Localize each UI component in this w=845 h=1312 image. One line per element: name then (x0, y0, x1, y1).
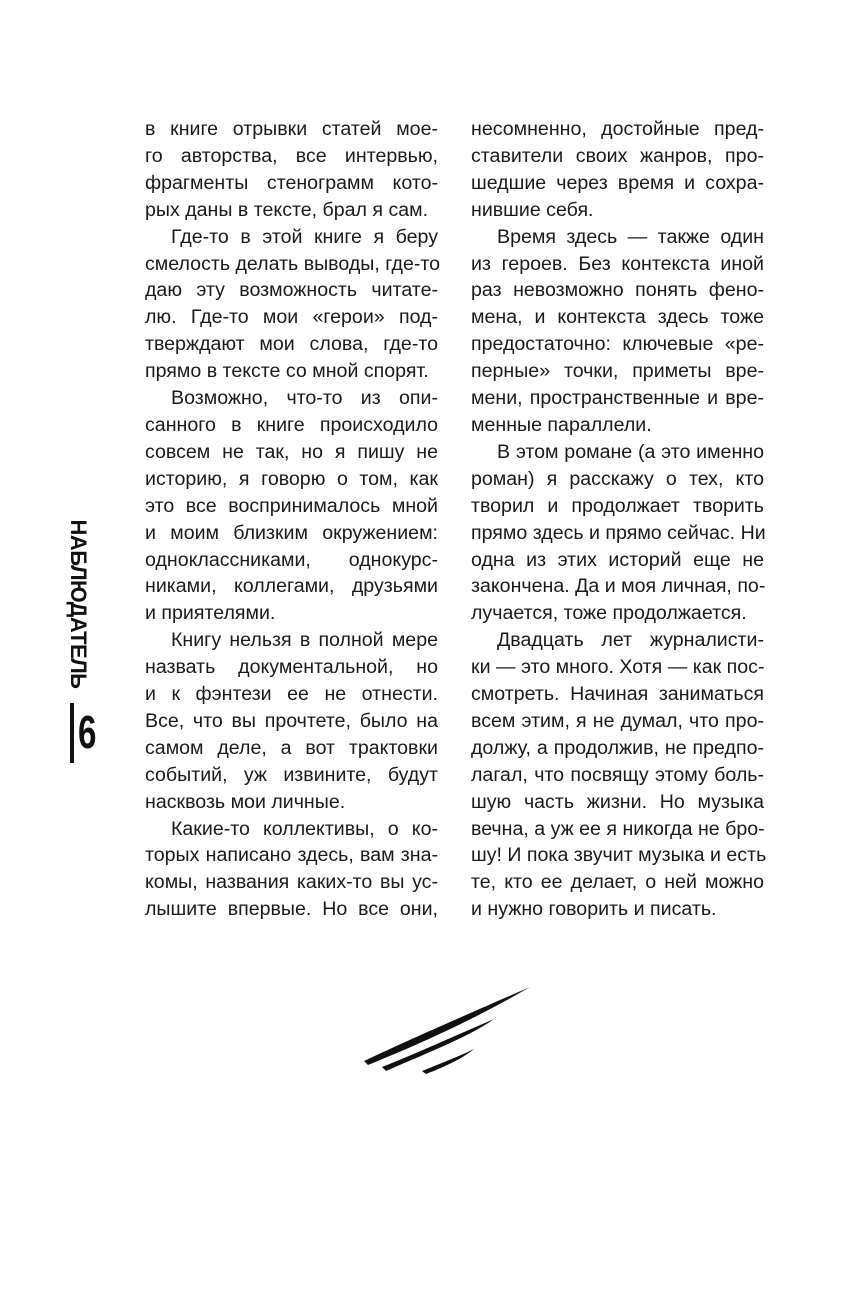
text-line: Время здесь — также один (497, 225, 764, 248)
text-line: и моим близким окружением: (145, 521, 438, 544)
left-text-column (145, 116, 441, 923)
text-line: лышите впервые. Но все они, (145, 898, 438, 921)
folio-divider (70, 703, 74, 763)
text-line: те, кто ее делает, о ней можно (471, 871, 764, 894)
text-line: ставители своих жанров, про- (471, 144, 764, 167)
page-number: 6 (78, 706, 97, 758)
text-line: прямо в тексте со мной спорят. (145, 360, 429, 383)
text-line: Где-то в этой книге я беру (171, 225, 438, 248)
text-line: одна из этих историй еще не (471, 548, 764, 571)
text-line: шедшие через время и сохра- (471, 171, 764, 194)
text-line: всем этим, я не думал, что про- (471, 709, 764, 732)
text-line: и приятелями. (145, 602, 276, 625)
text-line: должу, а продолжив, не предпо- (471, 736, 764, 759)
text-line: никами, коллегами, друзьями (145, 575, 438, 598)
text-line: смелость делать выводы, где-то (145, 252, 441, 275)
text-line: раз невозможно понять фено- (471, 279, 764, 302)
text-line: Все, что вы прочтете, было на (145, 709, 438, 732)
text-line: нившие себя. (471, 198, 594, 221)
text-line: это все воспринималось мной (145, 494, 438, 517)
text-line: смотреть. Начиная заниматься (471, 683, 764, 706)
text-line: совсем не так, но я пишу не (145, 440, 438, 463)
text-line: творил и продолжает творить (471, 494, 764, 517)
text-line: шу! И пока звучит музыка и есть (471, 844, 767, 867)
text-line: и нужно говорить и писать. (471, 898, 717, 921)
text-line: несомненно, достойные пред- (471, 118, 764, 140)
text-line: Книгу нельзя в полной мере (171, 629, 438, 652)
text-line: вечна, а уж ее я никогда не бро- (471, 817, 765, 840)
text-line: комы, названия каких-то вы ус- (145, 871, 438, 894)
text-line: мени, пространственные и вре- (471, 387, 764, 410)
text-line: и к фэнтези ее не отнести. (145, 683, 438, 706)
text-line: мена, и контекста здесь тоже (471, 306, 764, 329)
text-line: даю эту возможность читате- (145, 279, 438, 302)
text-line: В этом романе (а это именно (497, 440, 764, 463)
text-line: фрагменты стенограмм кото- (145, 171, 438, 194)
right-text-column (471, 116, 767, 923)
text-line: историю, я говорю о том, как (145, 467, 438, 490)
text-line: лагал, что посвящу этому боль- (471, 763, 764, 786)
brush-stroke-ornament-icon (362, 985, 534, 1075)
text-line: рых даны в тексте, брал я сам. (145, 198, 429, 221)
text-line: прямо здесь и прямо сейчас. Ни (471, 521, 766, 544)
text-line: шую часть жизни. Но музыка (471, 790, 764, 813)
text-line: назвать документальной, но (145, 656, 438, 679)
text-line: Какие-то коллективы, о ко- (171, 817, 438, 840)
text-line: событий, уж извините, будут (145, 763, 438, 786)
text-line: Возможно, что-то из опи- (171, 387, 438, 410)
text-line: в книге отрывки статей мое- (145, 118, 438, 140)
text-line: насквозь мои личные. (145, 790, 346, 813)
text-line: лучается, тоже продолжается. (471, 602, 747, 625)
running-title: НАБЛЮДАТЕЛЬ (66, 519, 91, 689)
text-line: ки — это много. Хотя — как пос- (471, 656, 765, 679)
text-line: из героев. Без контекста иной (471, 252, 764, 275)
text-line: менные параллели. (471, 413, 652, 436)
running-head (58, 519, 98, 689)
text-line: Двадцать лет журналисти- (497, 629, 764, 652)
text-line: тверждают мои слова, где-то (145, 333, 438, 356)
text-line: роман) я расскажу о тех, кто (471, 467, 764, 490)
text-line: лю. Где-то мои «герои» под- (145, 306, 438, 329)
text-line: предостаточно: ключевые «ре- (471, 333, 764, 356)
text-line: закончена. Да и моя личная, по- (471, 575, 766, 598)
text-line: одноклассниками, однокурс- (145, 548, 438, 571)
text-line: го авторства, все интервью, (145, 144, 438, 167)
text-line: перные» точки, приметы вре- (471, 360, 764, 383)
text-line: санного в книге происходило (145, 413, 438, 436)
text-line: торых написано здесь, вам зна- (145, 844, 438, 867)
text-line: самом деле, а вот трактовки (145, 736, 438, 759)
